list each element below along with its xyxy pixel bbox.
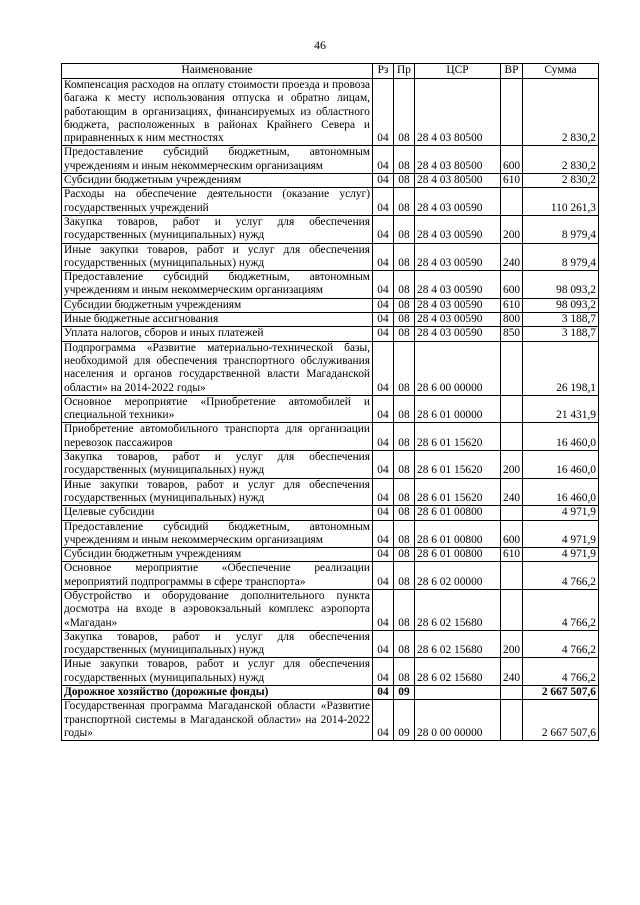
cell-pr: 08 bbox=[394, 243, 415, 271]
cell-sum: 4 766,2 bbox=[523, 562, 599, 590]
cell-rz: 04 bbox=[373, 548, 394, 562]
cell-name: Субсидии бюджетным учреждениям bbox=[62, 548, 373, 562]
table-row bbox=[62, 630, 599, 658]
cell-name: Основное мероприятие «Приобретение автомобилей и специальной техники» bbox=[62, 395, 373, 423]
cell-sum: 21 431,9 bbox=[523, 395, 599, 423]
cell-pr: 08 bbox=[394, 478, 415, 506]
cell-sum: 8 979,4 bbox=[523, 215, 599, 243]
table-row bbox=[62, 327, 599, 341]
cell-vr: 610 bbox=[501, 174, 523, 188]
cell-name: Субсидии бюджетным учреждениям bbox=[62, 174, 373, 188]
cell-pr: 08 bbox=[394, 423, 415, 451]
cell-vr bbox=[501, 506, 523, 520]
cell-rz: 04 bbox=[373, 243, 394, 271]
cell-sum: 2 667 507,6 bbox=[523, 700, 599, 741]
cell-sum: 4 971,9 bbox=[523, 506, 599, 520]
cell-vr: 600 bbox=[501, 146, 523, 174]
cell-csr: 28 6 01 15620 bbox=[415, 423, 501, 451]
cell-csr: 28 4 03 00590 bbox=[415, 271, 501, 299]
cell-rz: 04 bbox=[373, 79, 394, 146]
cell-rz: 04 bbox=[373, 423, 394, 451]
cell-sum: 4 766,2 bbox=[523, 589, 599, 630]
cell-name: Уплата налогов, сборов и иных платежей bbox=[62, 327, 373, 341]
cell-csr: 28 6 02 15680 bbox=[415, 658, 501, 686]
cell-name: Иные закупки товаров, работ и услуг для обеспечения государственных (муниципальных) нужд bbox=[62, 478, 373, 506]
cell-rz: 04 bbox=[373, 478, 394, 506]
cell-rz: 04 bbox=[373, 451, 394, 479]
cell-sum: 110 261,3 bbox=[523, 188, 599, 216]
cell-csr bbox=[415, 686, 501, 700]
cell-name: Субсидии бюджетным учреждениям bbox=[62, 298, 373, 312]
table-row bbox=[62, 174, 599, 188]
cell-pr: 08 bbox=[394, 395, 415, 423]
table-row bbox=[62, 395, 599, 423]
cell-vr: 200 bbox=[501, 451, 523, 479]
cell-vr: 200 bbox=[501, 215, 523, 243]
cell-vr bbox=[501, 423, 523, 451]
cell-sum: 2 667 507,6 bbox=[523, 686, 599, 700]
cell-rz: 04 bbox=[373, 562, 394, 590]
cell-csr: 28 6 02 00000 bbox=[415, 562, 501, 590]
cell-pr: 08 bbox=[394, 313, 415, 327]
cell-pr: 08 bbox=[394, 520, 415, 548]
cell-csr: 28 6 01 00000 bbox=[415, 395, 501, 423]
cell-name: Расходы на обеспечение деятельности (оказание услуг) государственных учреждений bbox=[62, 188, 373, 216]
cell-sum: 2 830,2 bbox=[523, 146, 599, 174]
cell-vr bbox=[501, 395, 523, 423]
cell-sum: 2 830,2 bbox=[523, 174, 599, 188]
table-row bbox=[62, 271, 599, 299]
cell-csr: 28 4 03 00590 bbox=[415, 215, 501, 243]
cell-csr: 28 6 01 00800 bbox=[415, 506, 501, 520]
cell-rz: 04 bbox=[373, 520, 394, 548]
table-row bbox=[62, 520, 599, 548]
cell-sum: 16 460,0 bbox=[523, 451, 599, 479]
table-row bbox=[62, 451, 599, 479]
cell-pr: 08 bbox=[394, 271, 415, 299]
cell-sum: 4 766,2 bbox=[523, 630, 599, 658]
cell-csr: 28 6 02 15680 bbox=[415, 630, 501, 658]
cell-name: Закупка товаров, работ и услуг для обеспечения государственных (муниципальных) нужд bbox=[62, 215, 373, 243]
cell-name: Компенсация расходов на оплату стоимости проезда и провоза багажа к месту использования отпуска и обратно лицам, работающим в организациях, финансируемых из областного бюджета, расположенных в районах Крайнего Севера и приравненных к ним местностях bbox=[62, 79, 373, 146]
table-row bbox=[62, 562, 599, 590]
cell-name: Предоставление субсидий бюджетным, автономным учреждениям и иным некоммерческим организациям bbox=[62, 146, 373, 174]
table-row bbox=[62, 243, 599, 271]
cell-name: Предоставление субсидий бюджетным, автономным учреждениям и иным некоммерческим организациям bbox=[62, 520, 373, 548]
cell-pr: 08 bbox=[394, 589, 415, 630]
cell-sum: 16 460,0 bbox=[523, 423, 599, 451]
cell-vr: 610 bbox=[501, 548, 523, 562]
cell-rz: 04 bbox=[373, 506, 394, 520]
table-row bbox=[62, 313, 599, 327]
table-row bbox=[62, 589, 599, 630]
cell-csr: 28 4 03 00590 bbox=[415, 327, 501, 341]
header-name: Наименование bbox=[62, 64, 373, 79]
cell-csr: 28 4 03 00590 bbox=[415, 313, 501, 327]
cell-sum: 98 093,2 bbox=[523, 271, 599, 299]
header-rz: Рз bbox=[373, 64, 394, 79]
table-row bbox=[62, 423, 599, 451]
header-sum: Сумма bbox=[523, 64, 599, 79]
cell-pr: 08 bbox=[394, 562, 415, 590]
cell-csr: 28 4 03 80500 bbox=[415, 79, 501, 146]
table-row bbox=[62, 188, 599, 216]
table-row bbox=[62, 478, 599, 506]
cell-pr: 08 bbox=[394, 174, 415, 188]
cell-csr: 28 4 03 00590 bbox=[415, 298, 501, 312]
cell-vr bbox=[501, 686, 523, 700]
cell-sum: 4 766,2 bbox=[523, 658, 599, 686]
cell-rz: 04 bbox=[373, 630, 394, 658]
cell-vr: 600 bbox=[501, 271, 523, 299]
table-header-row bbox=[62, 64, 599, 79]
cell-pr: 08 bbox=[394, 215, 415, 243]
cell-vr: 800 bbox=[501, 313, 523, 327]
cell-name: Приобретение автомобильного транспорта для организации перевозок пассажиров bbox=[62, 423, 373, 451]
budget-table bbox=[61, 63, 599, 741]
cell-name: Иные закупки товаров, работ и услуг для обеспечения государственных (муниципальных) нужд bbox=[62, 243, 373, 271]
cell-vr: 240 bbox=[501, 658, 523, 686]
cell-vr: 240 bbox=[501, 243, 523, 271]
cell-rz: 04 bbox=[373, 298, 394, 312]
header-pr: Пр bbox=[394, 64, 415, 79]
cell-sum: 3 188,7 bbox=[523, 327, 599, 341]
cell-name: Обустройство и оборудование дополнительного пункта досмотра на входе в аэровокзальный комплекс аэропорта «Магадан» bbox=[62, 589, 373, 630]
cell-rz: 04 bbox=[373, 313, 394, 327]
cell-csr: 28 6 01 00800 bbox=[415, 520, 501, 548]
cell-name: Государственная программа Магаданской области «Развитие транспортной системы в Магаданской области» на 2014-2022 годы» bbox=[62, 700, 373, 741]
cell-csr: 28 6 01 15620 bbox=[415, 451, 501, 479]
table-row bbox=[62, 298, 599, 312]
page-number: 46 bbox=[314, 38, 326, 52]
cell-pr: 08 bbox=[394, 658, 415, 686]
cell-csr: 28 4 03 80500 bbox=[415, 146, 501, 174]
cell-sum: 3 188,7 bbox=[523, 313, 599, 327]
cell-pr: 08 bbox=[394, 146, 415, 174]
cell-name: Дорожное хозяйство (дорожные фонды) bbox=[62, 686, 373, 700]
cell-rz: 04 bbox=[373, 658, 394, 686]
cell-csr: 28 4 03 00590 bbox=[415, 188, 501, 216]
cell-name: Подпрограмма «Развитие материально-технической базы, необходимой для обеспечения транспортного обслуживания населения и органов государственной власти Магаданской области» на 2014-2022 годы» bbox=[62, 341, 373, 395]
cell-vr: 200 bbox=[501, 630, 523, 658]
cell-vr bbox=[501, 188, 523, 216]
cell-pr: 08 bbox=[394, 341, 415, 395]
table-row bbox=[62, 700, 599, 741]
cell-rz: 04 bbox=[373, 686, 394, 700]
cell-vr: 850 bbox=[501, 327, 523, 341]
cell-name: Закупка товаров, работ и услуг для обеспечения государственных (муниципальных) нужд bbox=[62, 451, 373, 479]
cell-rz: 04 bbox=[373, 341, 394, 395]
header-vr: ВР bbox=[501, 64, 523, 79]
table-row bbox=[62, 341, 599, 395]
table-row bbox=[62, 215, 599, 243]
cell-pr: 08 bbox=[394, 630, 415, 658]
cell-vr bbox=[501, 562, 523, 590]
cell-name: Иные бюджетные ассигнования bbox=[62, 313, 373, 327]
cell-rz: 04 bbox=[373, 327, 394, 341]
cell-rz: 04 bbox=[373, 700, 394, 741]
cell-csr: 28 4 03 00590 bbox=[415, 243, 501, 271]
cell-rz: 04 bbox=[373, 395, 394, 423]
cell-rz: 04 bbox=[373, 215, 394, 243]
cell-csr: 28 6 01 00800 bbox=[415, 548, 501, 562]
cell-sum: 98 093,2 bbox=[523, 298, 599, 312]
cell-pr: 08 bbox=[394, 327, 415, 341]
cell-vr bbox=[501, 79, 523, 146]
cell-name: Целевые субсидии bbox=[62, 506, 373, 520]
cell-name: Предоставление субсидий бюджетным, автономным учреждениям и иным некоммерческим организациям bbox=[62, 271, 373, 299]
cell-pr: 08 bbox=[394, 548, 415, 562]
cell-sum: 2 830,2 bbox=[523, 79, 599, 146]
cell-csr: 28 0 00 00000 bbox=[415, 700, 501, 741]
cell-sum: 26 198,1 bbox=[523, 341, 599, 395]
cell-name: Иные закупки товаров, работ и услуг для обеспечения государственных (муниципальных) нужд bbox=[62, 658, 373, 686]
cell-pr: 08 bbox=[394, 188, 415, 216]
cell-rz: 04 bbox=[373, 188, 394, 216]
cell-sum: 8 979,4 bbox=[523, 243, 599, 271]
cell-pr: 08 bbox=[394, 79, 415, 146]
cell-sum: 4 971,9 bbox=[523, 520, 599, 548]
cell-vr bbox=[501, 341, 523, 395]
cell-csr: 28 6 00 00000 bbox=[415, 341, 501, 395]
cell-vr: 240 bbox=[501, 478, 523, 506]
table-row bbox=[62, 548, 599, 562]
cell-vr bbox=[501, 700, 523, 741]
cell-pr: 08 bbox=[394, 298, 415, 312]
table-row bbox=[62, 506, 599, 520]
cell-name: Основное мероприятие «Обеспечение реализации мероприятий подпрограммы в сфере транспорта» bbox=[62, 562, 373, 590]
cell-vr: 610 bbox=[501, 298, 523, 312]
header-csr: ЦСР bbox=[415, 64, 501, 79]
cell-pr: 09 bbox=[394, 686, 415, 700]
cell-name: Закупка товаров, работ и услуг для обеспечения государственных (муниципальных) нужд bbox=[62, 630, 373, 658]
cell-csr: 28 6 01 15620 bbox=[415, 478, 501, 506]
cell-pr: 09 bbox=[394, 700, 415, 741]
table-row bbox=[62, 658, 599, 686]
cell-pr: 08 bbox=[394, 451, 415, 479]
cell-rz: 04 bbox=[373, 589, 394, 630]
cell-pr: 08 bbox=[394, 506, 415, 520]
cell-vr: 600 bbox=[501, 520, 523, 548]
cell-rz: 04 bbox=[373, 174, 394, 188]
table-row bbox=[62, 686, 599, 700]
cell-sum: 16 460,0 bbox=[523, 478, 599, 506]
cell-vr bbox=[501, 589, 523, 630]
cell-rz: 04 bbox=[373, 146, 394, 174]
cell-csr: 28 4 03 80500 bbox=[415, 174, 501, 188]
cell-sum: 4 971,9 bbox=[523, 548, 599, 562]
cell-csr: 28 6 02 15680 bbox=[415, 589, 501, 630]
table-row bbox=[62, 79, 599, 146]
table-row bbox=[62, 146, 599, 174]
cell-rz: 04 bbox=[373, 271, 394, 299]
